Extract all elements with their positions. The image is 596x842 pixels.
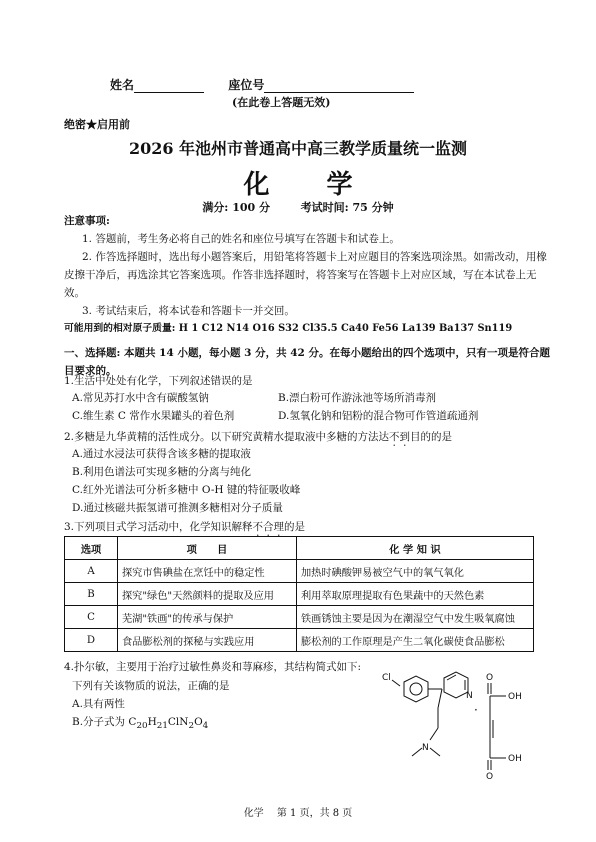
notice-item-1: 1. 答题前，考生务必将自己的姓名和座位号填写在答题卡和试卷上。 xyxy=(82,233,400,245)
table-row xyxy=(65,560,534,583)
q3-stem-emph: 不合理 xyxy=(252,521,285,533)
q3-header-knowledge: 化 学 知 识 xyxy=(297,537,534,560)
struct-label-oh1: OH xyxy=(508,692,522,702)
q2-stem-emph: 不到 xyxy=(389,431,411,443)
q1-option-b: B.漂白粉可作游泳池等场所消毒剂 xyxy=(278,392,437,404)
struct-label-dot: · xyxy=(474,703,478,717)
q3-cell-project: 探究"绿色"天然颜料的提取及应用 xyxy=(118,583,297,606)
phenyl-aromatic-circle xyxy=(410,683,422,695)
q4-stem: 4.扑尔敏，主要用于治疗过敏性鼻炎和荨麻疹，其结构简式如下: xyxy=(64,661,362,673)
atomic-masses: 可能用到的相对原子质量: H 1 C12 N14 O16 S32 Cl35.5 Ca40 Fe56 La139 Ba137 Sn119 xyxy=(64,323,513,334)
struct-label-o1: O xyxy=(486,673,494,683)
struct-bond xyxy=(392,680,400,686)
struct-label-n-amine: N xyxy=(422,743,429,753)
seat-label: 座位号 xyxy=(228,78,265,92)
score-time-line: 满分: 100 分 考试时间: 75 分钟 xyxy=(202,201,394,214)
q1-option-c: C.维生素 C 常作水果罐头的着色剂 xyxy=(72,410,235,422)
name-label: 姓名 xyxy=(110,78,135,92)
q2-option-b: B.利用色谱法可实现多糖的分离与纯化 xyxy=(72,466,252,478)
q4-subquestion: 下列有关该物质的说法，正确的是 xyxy=(72,680,230,692)
q3-cell-project: 芜湖"铁画"的传承与保护 xyxy=(118,606,297,629)
q3-header-project: 项 目 xyxy=(118,537,297,560)
q2-option-a: A.通过水浸法可获得含该多糖的提取液 xyxy=(72,448,251,460)
seat-blank[interactable] xyxy=(264,80,414,93)
q3-cell-project: 探究市售碘盐在烹饪中的稳定性 xyxy=(118,560,297,583)
table-row xyxy=(65,629,534,652)
secret-mark: 绝密★启用前 xyxy=(64,118,130,131)
q3-table xyxy=(64,536,534,652)
name-blank[interactable] xyxy=(134,80,204,93)
notice-item-3: 3. 考试结束后，将本试卷和答题卡一并交回。 xyxy=(82,305,295,317)
q3-table-header xyxy=(65,537,534,560)
q3-cell-option: C xyxy=(65,606,118,629)
q2-stem-post: 目的的是 xyxy=(410,431,453,443)
pyridine-ring xyxy=(444,672,468,698)
struct-label-cl: Cl xyxy=(382,673,391,683)
q4-option-b: B.分子式为 $C_{20}H_{21}ClN_2O_4$ xyxy=(72,716,209,732)
q3-stem-pre: 3.下列项目式学习活动中，化学知识解释 xyxy=(64,521,253,533)
q3-cell-knowledge: 铁画锈蚀主要是因为在潮湿空气中发生吸氧腐蚀 xyxy=(297,606,534,629)
q2-stem-pre: 2.多糖是九华黄精的活性成分。以下研究黄精水提取液中多糖的方法达 xyxy=(64,431,390,443)
struct-bond xyxy=(430,728,438,740)
q3-header-option: 选项 xyxy=(65,537,118,560)
section1-heading: 一、选择题: 本题共 14 小题，每小题 3 分，共 42 分。在每小题给出的四个选项中，只有一项是符合题目要求的。 xyxy=(64,347,550,377)
q3-cell-option: B xyxy=(65,583,118,606)
q1-stem: 1.生活中处处有化学，下列叙述错误的是 xyxy=(64,375,253,387)
subject-title: 化 学 xyxy=(243,170,377,200)
chlorphenamine-structure xyxy=(382,668,562,780)
struct-bond xyxy=(438,689,442,708)
name-seat-line xyxy=(110,76,414,93)
q2-option-d: D.通过核磁共振氢谱可推测多糖相对分子质量 xyxy=(72,502,283,514)
page-footer: 化学 第 1 页，共 8 页 xyxy=(243,808,353,819)
struct-label-o2: O xyxy=(486,772,494,780)
answer-invalid-note: (在此卷上答题无效) xyxy=(232,96,331,109)
q3-cell-knowledge: 膨松剂的工作原理是产生二氧化碳使食品膨松 xyxy=(297,629,534,652)
q2-option-c: C.红外光谱法可分析多糖中 O-H 键的特征吸收峰 xyxy=(72,484,301,496)
table-row xyxy=(65,606,534,629)
struct-bond xyxy=(412,748,422,756)
struct-label-oh2: OH xyxy=(508,754,522,764)
q3-stem-post: 的是 xyxy=(284,521,306,533)
struct-label-n-ring: N xyxy=(466,691,473,701)
q1-option-a: A.常见苏打水中含有碳酸氢钠 xyxy=(72,392,209,404)
phenyl-ring xyxy=(404,676,428,702)
q4-option-a: A.具有两性 xyxy=(72,698,125,710)
struct-bond xyxy=(430,748,440,756)
exam-title: 2026 年池州市普通高中高三教学质量统一监测 xyxy=(128,139,468,158)
q3-cell-option: A xyxy=(65,560,118,583)
table-row xyxy=(65,583,534,606)
notice-item-2: 2. 作答选择题时，选出每小题答案后，用铅笔将答题卡上对应题目的答案选项涂黑。如需改动，用橡皮擦干净后，再选涂其它答案选项。作答非选择题时，将答案写在答题卡上对应区域，写在本试卷上无效。 xyxy=(64,251,547,299)
q3-cell-knowledge: 利用萃取原理提取有色果蔬中的天然色素 xyxy=(297,583,534,606)
q1-option-d: D.氢氧化钠和铝粉的混合物可作管道疏通剂 xyxy=(278,410,479,422)
q3-cell-project: 食品膨松剂的探秘与实践应用 xyxy=(118,629,297,652)
q3-cell-option: D xyxy=(65,629,118,652)
notice-heading: 注意事项: xyxy=(64,215,110,227)
q3-cell-knowledge: 加热时碘酸钾易被空气中的氧气氧化 xyxy=(297,560,534,583)
